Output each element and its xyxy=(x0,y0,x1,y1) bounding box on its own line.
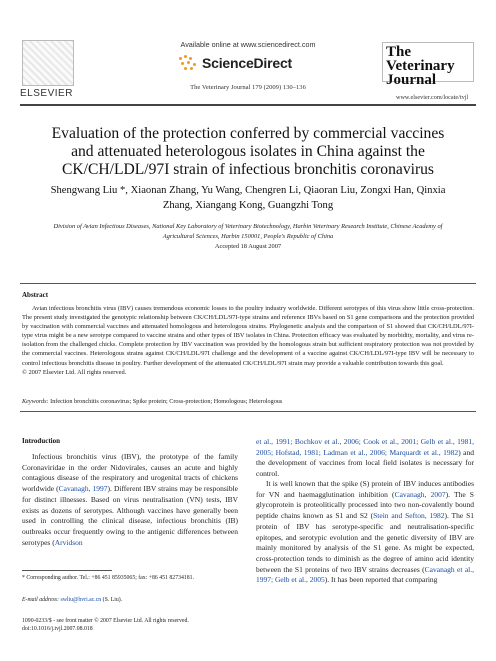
intro-paragraph-2 xyxy=(256,479,474,586)
abstract-bottom-divider xyxy=(20,411,476,412)
publisher-name: ELSEVIER xyxy=(20,88,73,99)
email-label: E-mail address: xyxy=(22,597,59,603)
intro-paragraph-1 xyxy=(22,452,238,548)
article-authors: Shengwang Liu *, Xiaonan Zhang, Yu Wang, Chengren Li, Qiaoran Liu, Zongxi Han, Qinxia Zhang, Xiangang Kong, Guangzhi Tong xyxy=(50,185,446,211)
body-text: ). Different IBV strains may be responsible for distinct illnesses. Based on virus neutralisation (VN) tests, IBV exists as dozens of serotypes. Although vaccines have generally been used in controlling the clinical disease, infectious bronchitis (IB) outbreaks occur frequently owing to the antigenic differences between serotypes ( xyxy=(22,484,238,547)
keywords-label: Keywords: xyxy=(22,398,49,405)
journal-url[interactable]: www.elsevier.com/locate/tvjl xyxy=(396,94,469,101)
journal-citation: The Veterinary Journal 179 (2009) 130–136 xyxy=(190,84,306,91)
sciencedirect-logo xyxy=(178,53,292,73)
body-text: ). The S1 protein of IBV has serotype-specific and neutralisation-specific epitopes, and serotypic evolution and the genetic diversity of IBV are mainly monitored by analysis of the S1 gene. As might be expected, cross-protection tends to diminish as the degree of amino acid identity between the S1 proteins of two IBV strains decreases ( xyxy=(256,511,475,574)
citation-link[interactable]: Cavanagh et al., 1997; Gelb et al., 2005 xyxy=(256,564,474,585)
abstract-text: Avian infectious bronchitis virus (IBV) causes tremendous economic losses to the poultry industry worldwide. Different serotypes of this virus show little cross-protection. The present study investigated the genotypic relationship between CK/CH/LDL/97I-type strains and reference IBVs based on S1 gene comparisons and the protection provided by vaccination with commercial vaccines and attenuated homologous and heterologous strains. Phylogenetic analysis and the comparison of S1 showed that CK/CH/LDL/97I-type virus might be a new serotype compared to vaccine strains and other types of IBV isolates in China. Protection efficacy was evaluated by morbidity, mortality, and virus re-isolation from the challenged chicks. Complete protection by IBV vaccination was provided by the homologous strain but sufficient respiratory protection was not provided by the commercial vaccines. Heterologous strains against CK/CH/LDL/97I challenge and the development of a vaccine against CK/CH/LDL/97I-type IBV will be necessary to control infectious bronchitis disease in poultry. Further development of the attenuated CK/CH/LDL/97I strain may provide a valuable contribution towards this goal. xyxy=(22,305,474,367)
citation-link[interactable]: Cavanagh, 2007 xyxy=(394,489,446,499)
doi-line[interactable]: doi:10.1016/j.tvjl.2007.08.018 xyxy=(22,626,93,632)
body-text: ) and the development of vaccines from local field isolates is necessary for control. xyxy=(256,447,475,479)
keywords-line xyxy=(22,398,474,405)
citation-link[interactable]: et al., 1991; Bochkov et al., 2006; Cook et al., 2001; Gelb et al., 1981, 2005; Hofstad, 1981; Ladman et al., 2006; Marquardt et al., 1982 xyxy=(256,437,474,457)
abstract-heading: Abstract xyxy=(22,291,49,299)
issn-line: 1090-0233/$ - see front matter © 2007 Elsevier Ltd. All rights reserved. xyxy=(22,618,189,624)
article-title: Evaluation of the protection conferred by commercial vaccines and attenuated heterologous isolates in China against the CK/CH/LDL/97I strain of infectious bronchitis coronavirus xyxy=(51,125,445,178)
footnote-divider xyxy=(22,570,112,571)
intro-paragraph-1-continued xyxy=(256,437,474,480)
author-affiliation: Division of Avian Infectious Diseases, National Key Laboratory of Veterinary Biotechnology, Harbin Veterinary Research Institute, Chinese Academy of Agricultural Sciences, Harbin 150001, People's Republic of China xyxy=(53,223,443,240)
accepted-date: Accepted 18 August 2007 xyxy=(214,243,282,250)
abstract-copyright: © 2007 Elsevier Ltd. All rights reserved. xyxy=(22,368,127,376)
citation-link[interactable]: Arvidson xyxy=(54,537,83,547)
abstract-top-divider xyxy=(20,283,476,284)
issn-doi-block xyxy=(22,617,238,633)
corresponding-author-note: * Corresponding author. Tel.: +86 451 85935065; fax: +86 451 82734181. xyxy=(22,575,195,581)
email-link[interactable]: swliu@hvri.ac.cn xyxy=(60,597,102,603)
sciencedirect-dots-icon xyxy=(178,55,198,71)
elsevier-tree-logo xyxy=(22,40,74,86)
email-note xyxy=(22,596,238,604)
body-text: It is well known that the spike (S) protein of IBV induces antibodies for VN and haemagglutination inhibition ( xyxy=(256,479,474,499)
abstract-body xyxy=(22,304,474,377)
available-online-text: Available online at www.sciencedirect.com xyxy=(180,40,316,49)
header-divider xyxy=(20,104,476,106)
body-text: Infectious bronchitis virus (IBV), the prototype of the family Coronaviridae in the order Nidovirales, causes an acute and highly contagious disease of the respiratory and urogenital tracts of chickens worldwide ( xyxy=(22,452,238,494)
email-suffix: (S. Liu). xyxy=(102,597,123,603)
sciencedirect-wordmark: ScienceDirect xyxy=(202,55,293,71)
introduction-heading: Introduction xyxy=(22,437,60,445)
body-text: ). It has been reported that comparing xyxy=(324,575,438,585)
citation-link[interactable]: Cavanagh, 1997 xyxy=(58,484,108,494)
body-text: ). The S glycoprotein is proteolitically processed into two non-covalently bound peptide chains known as S1 and S2 ( xyxy=(256,489,474,521)
citation-link[interactable]: Stein and Sefton, 1982 xyxy=(373,511,445,521)
keywords-list: Infection bronchitis coronavirus; Spike protein; Cross-protection; Homologous; Heterologous xyxy=(50,398,283,405)
journal-name: The Veterinary Journal xyxy=(386,44,455,88)
